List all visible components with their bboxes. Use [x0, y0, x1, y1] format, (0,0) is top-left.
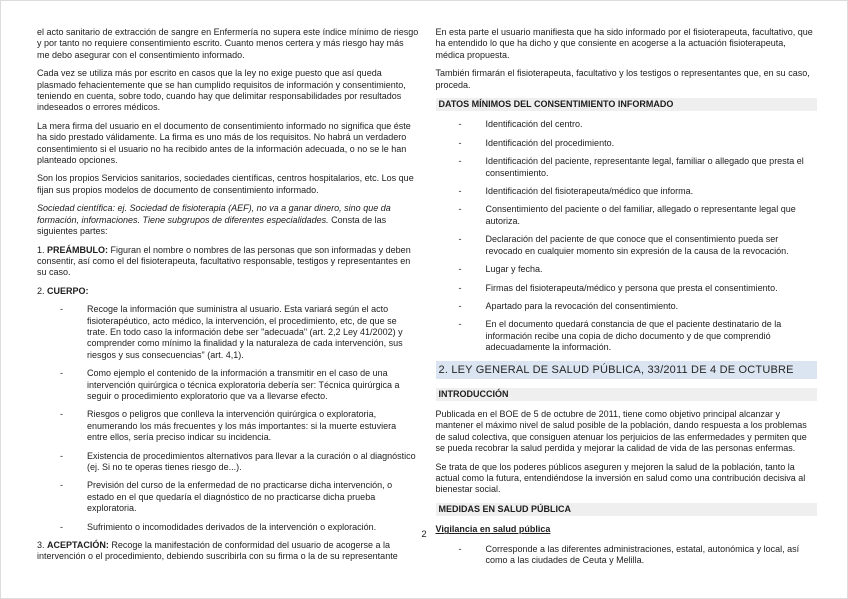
text-run: PREÁMBULO: — [47, 244, 109, 255]
bullet-marker-icon: - — [60, 450, 63, 461]
bullet-marker-icon: - — [458, 319, 462, 330]
paragraph — [37, 68, 419, 114]
section-heading: DATOS MÍNIMOS DEL CONSENTIMIENTO INFORMADO — [436, 98, 818, 111]
paragraph — [37, 540, 419, 563]
text-run: 3. — [37, 540, 48, 551]
bullet-marker-icon: - — [458, 119, 462, 130]
list-item — [60, 480, 419, 514]
list-item — [459, 186, 818, 197]
text-run: 2. — [37, 285, 48, 296]
bullet-marker-icon: - — [60, 368, 63, 379]
bullet-marker-icon: - — [458, 282, 462, 293]
bullet-marker-icon: - — [60, 304, 63, 315]
paragraph — [436, 462, 818, 496]
paragraph — [37, 173, 419, 196]
paragraph — [436, 409, 818, 455]
text-run: el acto sanitario de extracción de sangre en Enfermería no supera este índice mínimo de riesgo y por tanto no requiere consentimiento escrito. Cuanto menos certera y más riesgo hay más me debo asegurar con el consentimiento informado. — [37, 27, 419, 60]
list-item-text: Lugar y fecha. — [485, 264, 543, 275]
text-run: 1. — [37, 244, 48, 255]
list-item — [459, 234, 818, 257]
bullet-marker-icon: - — [458, 234, 462, 245]
list-item — [60, 368, 419, 402]
list-item-text: Identificación del fisioterapeuta/médico que informa. — [485, 186, 694, 197]
bullet-list — [37, 304, 419, 533]
paragraph — [37, 286, 419, 297]
text-run: Se trata de que los poderes públicos aseguren y mejoren la salud de la población, tanto la actual como la futura, entendiéndose la inversión en salud como una contribución decisiva al bienestar social. — [435, 461, 806, 495]
paragraph — [436, 68, 818, 91]
list-item — [60, 451, 419, 474]
section-heading: MEDIDAS EN SALUD PÚBLICA — [436, 503, 818, 516]
bullet-marker-icon: - — [458, 137, 462, 148]
text-run: También firmarán el fisioterapeuta, facultativo y los testigos o representantes que, en su caso, proceda. — [435, 68, 810, 90]
text-run: Consta de las siguientes partes: — [37, 214, 387, 237]
bullet-list — [436, 119, 818, 353]
bullet-marker-icon: - — [458, 156, 462, 167]
list-item — [459, 204, 818, 227]
list-item — [459, 283, 818, 294]
list-item-text: En el documento quedará constancia de que el paciente destinatario de la información recibe una copia de dicho documento y de que comprendió adecuadamente la información. — [485, 319, 782, 353]
paragraph — [37, 203, 419, 237]
list-item-text: Identificación del centro. — [485, 119, 583, 130]
text-run: En esta parte el usuario manifiesta que ha sido informado por el fisioterapeuta, facultativo, que ha entendido lo que ha dicho y que consiente en acogerse a la actuación fisioterapeuta, médica propuesta. — [435, 27, 813, 60]
text-run: La mera firma del usuario en el documento de consentimiento informado no significa que éste ha sido prestado válidamente. La firma es uno más de los requisitos. No habrá un verdadero consentimiento si el usuario no ha recibido antes de la información adecuada, o no se le han planteado opciones. — [37, 120, 411, 166]
page-number: 2 — [421, 529, 427, 540]
list-item-text: Existencia de procedimientos alternativos para llevar a la curación o al diagnóstico (ej. Si no te operas tienes riesgo de...). — [87, 450, 416, 472]
text-run: Figuran el nombre o nombres de las personas que son informadas y deben consentir, así como el del fisioterapeuta, facultativo responsable, testigos y representantes en su caso. — [37, 244, 411, 278]
list-item — [60, 304, 419, 361]
text-run: ACEPTACIÓN: — [47, 540, 109, 551]
text-run: Cada vez se utiliza más por escrito en casos que la ley no exige puesto que así queda plasmado fehacientemente que se han cumplido requisitos de información y consentimiento, teniendo en cuenta, sobre todo, cuando hay que delimitar responsabilidades por resultados indeseados o errores médicos. — [37, 68, 406, 113]
list-item — [459, 301, 818, 312]
list-item — [60, 409, 419, 443]
list-item-text: Consentimiento del paciente o del familiar, allegado o representante legal que autoriza. — [485, 204, 796, 226]
bullet-marker-icon: - — [458, 543, 462, 554]
list-item — [459, 119, 818, 130]
column-right — [436, 27, 818, 573]
text-run: Son los propios Servicios sanitarios, sociedades científicas, centros hospitalarios, etc. Los que fijan sus propios modelos de documento de consentimiento informado. — [37, 173, 414, 195]
list-item-text: Identificación del paciente, representante legal, familiar o allegado que presta el consentimiento. — [485, 156, 804, 178]
text-run: Publicada en el BOE de 5 de octubre de 2011, tiene como objetivo principal alcanzar y mantener el máximo nivel de salud posible de la población, dando respuesta a los problemas de salud colectiva, que consiguen atenuar los perjuicios de las enfermedades y permiten que se pueda recobrar la salud perdida y mejorar la calidad de vida de las personas enfermas. — [435, 408, 807, 454]
list-item-text: Recoge la información que suministra al usuario. Esta variará según el acto fisioterapéutico, acto médico, la intervención, el procedimiento, etc, de que se trate. En todo caso la información debe ser "adecuada" (art. 2,2 Ley 41/2002) y comprender como mínimo la finalidad y la naturaleza de cada intervención, sus riesgos y sus consecuencias" (art. 4,1). — [87, 304, 403, 360]
list-item — [459, 319, 818, 353]
list-item — [459, 544, 818, 567]
bullet-marker-icon: - — [458, 204, 462, 215]
column-left — [37, 27, 419, 573]
list-item-text: Declaración del paciente de que conoce que el consentimiento pueda ser revocado en cualquier momento sin expresión de la causa de la revocación. — [485, 234, 789, 256]
bullet-marker-icon: - — [458, 264, 462, 275]
text-run: Recoge la manifestación de conformidad del usuario de acogerse a la intervención o el procedimiento, debiendo suscribirla con su firma o la de su representante — [37, 540, 398, 562]
paragraph — [37, 121, 419, 167]
list-item-text: Apartado para la revocación del consentimiento. — [485, 300, 679, 311]
text-run: Sociedad científica: ej. Sociedad de fisioterapia (AEF), no va a ganar dinero, sino que da formación, informaciones. Tiene subgrupos de diferentes especialidades. — [37, 203, 391, 225]
bullet-list — [436, 544, 818, 567]
bullet-marker-icon: - — [60, 521, 63, 532]
list-item-text: Previsión del curso de la enfermedad de no practicarse dicha intervención, o estado en el que quedaría el diagnóstico de no practicarse dicha prueba exploratoria. — [87, 480, 393, 514]
paragraph — [436, 27, 818, 61]
list-item-text: Como ejemplo el contenido de la información a transmitir en el caso de una intervención quirúrgica o técnica exploratoria debería ser: Técnica quirúrgica a seguir o procedimiento exploratorio que va a llevarse efecto. — [87, 368, 400, 401]
section-heading: Vigilancia en salud pública — [435, 524, 551, 535]
bullet-marker-icon: - — [458, 186, 462, 197]
section-heading: 2. LEY GENERAL DE SALUD PÚBLICA, 33/2011 DE 4 DE OCTUBRE — [436, 361, 818, 379]
list-item-text: Riesgos o peligros que conlleva la intervención quirúrgica o exploratoria, enumerando los más frecuentes y los más importantes: si la muerte estuviera entre ellos, sería preciso indicar su incidencia. — [87, 409, 397, 443]
paragraph — [37, 245, 419, 279]
list-item-text: Corresponde a las diferentes administraciones, estatal, autonómica y local, así como a las ciudades de Ceuta y Melilla. — [485, 543, 800, 565]
bullet-marker-icon: - — [60, 409, 63, 420]
list-item — [459, 264, 818, 275]
bullet-marker-icon: - — [60, 480, 63, 491]
list-item-text: Firmas del fisioterapeuta/médico y persona que presta el consentimiento. — [485, 282, 778, 293]
paragraph — [37, 27, 419, 61]
columns-container — [1, 1, 847, 573]
list-item — [459, 138, 818, 149]
list-item-text: Sufrimiento o incomodidades derivados de la intervención o exploración. — [87, 521, 377, 532]
list-item — [459, 156, 818, 179]
bullet-marker-icon: - — [458, 300, 462, 311]
section-heading: INTRODUCCIÓN — [436, 388, 818, 401]
list-item-text: Identificación del procedimiento. — [485, 137, 615, 148]
text-run: CUERPO: — [47, 285, 89, 296]
